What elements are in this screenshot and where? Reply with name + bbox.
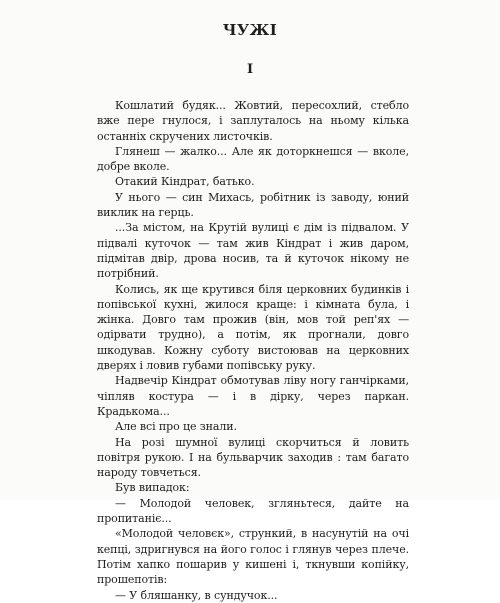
paragraph: Колись, як ще крутився біля церковних будинків і попівської кухні, жилося краще: і кімната була, і жінка. Довго там прожив (він, мов той реп'ях — одірвати трудно), а потім, як прогнали, довго шкодував. Кожну суботу вистоював на церковних дверях і ловив губами попівську руку. xyxy=(97,282,409,373)
paragraph: «Молодой человєк», стрункий, в насунутій на очі кепці, здригнувся на його голос і глянув через плече. Потім хапко пошарив у кишені і, ткнувши копійку, прошепотів: xyxy=(97,527,409,587)
paragraph: — У бляшанку, в сундучок... xyxy=(115,588,278,602)
chapter-title: ЧУЖІ xyxy=(222,21,278,39)
paragraph: Був випадок: xyxy=(115,481,190,495)
body-text xyxy=(97,90,409,603)
section-number: І xyxy=(246,62,254,77)
paragraph: Отакий Кіндрат, батько. xyxy=(115,175,255,189)
paragraph: Кошлатий будяк... Жовтий, пересохлий, стебло вже пере гнулося, і заплуталось на ньому кілька останніх скручених листочків. xyxy=(97,99,409,143)
paragraph: Глянеш — жалко... Але як доторкнешся — вколе, добре вколе. xyxy=(97,144,409,174)
paragraph: Надвечір Кіндрат обмотував ліву ногу ганчірками, чіпляв костура — і в дірку, через паркан. Крадькома... xyxy=(97,374,409,418)
paragraph: — Молодой человек, згляньтеся, дайте на пропитаніє... xyxy=(97,496,409,526)
paragraph: У нього — син Михась, робітник із заводу, юний виклик на герць. xyxy=(97,190,409,220)
paragraph: ...За містом, на Крутій вулиці є дім із підвалом. У підвалі куточок — там жив Кіндрат і жив даром, підмітав двір, дрова носив, та й куточок нікому не потрібний. xyxy=(97,221,409,281)
paragraph: На розі шумної вулиці скорчиться й ловить повітря рукою. І на бульварчик заходив : там багато народу товчеться. xyxy=(97,435,409,480)
paragraph: Але всі про це знали. xyxy=(115,420,237,434)
